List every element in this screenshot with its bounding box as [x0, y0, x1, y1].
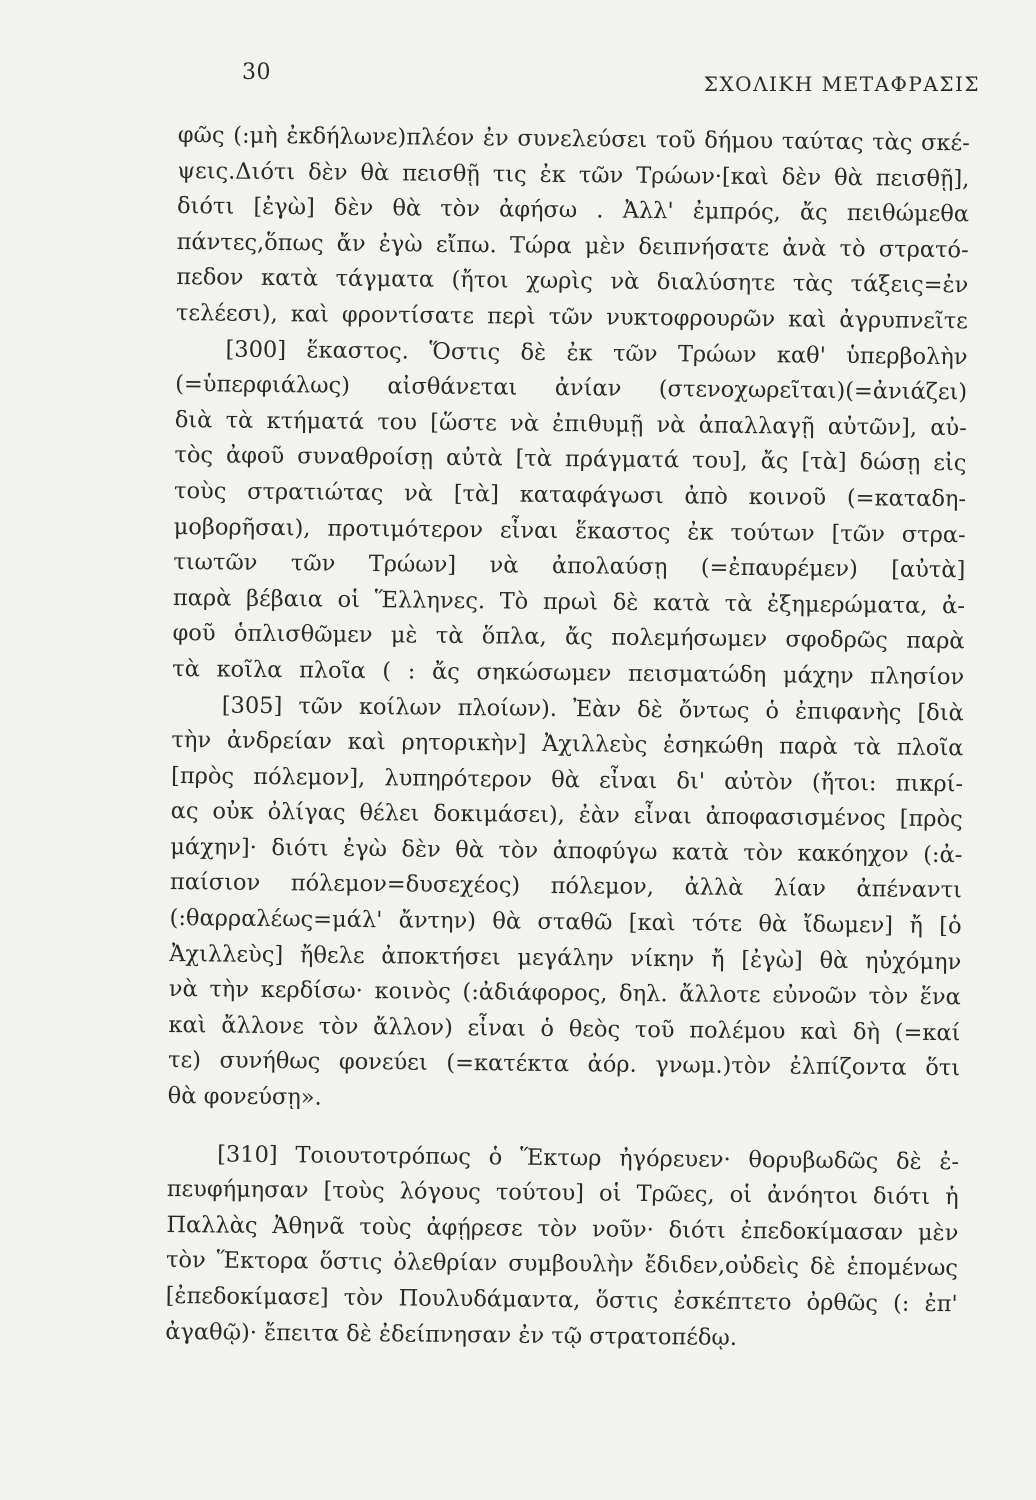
text-line: [300] ἕκαστος. Ὅστις δὲ ἐκ τῶν Τρώων καθ' ὑπερβολὴν — [225, 336, 968, 370]
text-line: [πρὸς πόλεμον], λυπηρότερον θὰ εἶναι δι' αὐτὸν (ἤτοι: πικρί- — [170, 762, 964, 797]
text-line: τὸν Ἕκτορα ὅστις ὀλεθρίαν συμβουλὴν ἔδιδεν,οὐδεὶς δὲ ἑπομένως — [165, 1247, 959, 1282]
text-line: [305] τῶν κοίλων πλοίων). Ἐὰν δὲ ὄντως ὁ ἐπιφανὴς [διὰ — [221, 691, 964, 726]
text-line: ἀγαθῷ)· ἔπειτα δὲ ἐδείπνησαν ἐν τῷ στρατοπέδῳ. — [165, 1318, 738, 1351]
text-line: φῶς (:μὴ ἐκδήλωνε)πλέον ἐν συνελεύσει τοῦ δήμου ταύτας τὰς σκέ- — [177, 121, 970, 157]
text-line: Παλλὰς Ἀθηνᾶ τοὺς ἀφῄρεσε τὸν νοῦν· διότι ἐπεδοκίμασαν μὲν — [166, 1211, 959, 1247]
paragraph-2 — [165, 1137, 959, 1359]
text-line: νὰ τὴν κερδίσω· κοινὸς (:ἀδιάφορος, δηλ. ἄλλοτε εὐνοῶν τὸν ἕνα — [168, 976, 961, 1011]
text-line: θὰ φονεύσῃ». — [167, 1082, 322, 1111]
text-line: [ἐπεδοκίμασε] τὸν Πουλυδάμαντα, ὅστις ἐσκέπτετο ὀρθῶς (: ἐπ' — [165, 1282, 958, 1318]
text-line: τὸς ἀφοῦ συναθροίσῃ αὐτὰ [τὰ πράγματά του], ἄς [τὰ] δώσῃ εἰς — [174, 442, 967, 477]
text-line: παρὰ βέβαια οἱ Ἕλληνες. Τὸ πρωὶ δὲ κατὰ τὰ ἐξημερώματα, ἀ- — [172, 584, 966, 619]
text-line: Ἀχιλλεὺς] ἤθελε ἀποκτήσει μεγάλην νίκην ἤ [ἐγὼ] θὰ ηὐχόμην — [169, 940, 962, 975]
text-line: διὰ τὰ κτήματά του [ὥστε νὰ ἐπιθυμῇ νὰ ἀπαλλαγῇ αὐτῶν], αὐ- — [174, 406, 967, 442]
text-line: ψεις.Διότι δὲν θὰ πεισθῇ τις ἐκ τῶν Τρώων·[καὶ δὲν θὰ πεισθῇ], — [177, 157, 970, 192]
text-line: [310] Τοιουτοτρόπως ὁ Ἕκτωρ ἠγόρευεν· θορυβωδῶς δὲ ἐ- — [217, 1141, 960, 1175]
text-line: τὰ κοῖλα πλοῖα ( : ἄς σηκώσωμεν πεισματώδη μάχην πλησίον — [172, 655, 965, 691]
text-line: (:θαρραλέως=μάλ' ἄντην) θὰ σταθῶ [καὶ τότε θὰ ἴδωμεν] ἤ [ὁ — [169, 905, 962, 940]
paragraph-1 — [168, 118, 970, 1123]
text-line: πάντες,ὅπως ἄν ἐγὼ εἴπω. Τώρα μὲν δειπνήσατε ἀνὰ τὸ στρατό- — [176, 228, 969, 264]
text-line: (=ὑπερφιάλως) αἰσθάνεται ἀνίαν (στενοχωρεῖται)(=ἀνιάζει) — [175, 371, 968, 406]
body-text — [165, 118, 970, 1358]
text-line: πεδον κατὰ τάγματα (ἤτοι χωρὶς νὰ διαλύσητε τὰς τάξεις=ἐν — [176, 264, 969, 299]
text-line: μοβορῆσαι), προτιμότερον εἶναι ἕκαστος ἐκ τούτων [τῶν στρα- — [173, 513, 966, 548]
text-line: τε) συνήθως φονεύει (=κατέκτα ἀόρ. γνωμ.)τὸν ἐλπίζοντα ὅτι — [167, 1047, 961, 1082]
text-line: ας οὐκ ὀλίγας θέλει δοκιμάσει), ἐὰν εἶναι ἀποφασισμένος [πρὸς — [170, 798, 963, 833]
running-title: ΣΧΟΛΙΚΗ ΜΕΤΑΦΡΑΣΙΣ — [703, 72, 980, 96]
text-line: φοῦ ὁπλισθῶμεν μὲ τὰ ὅπλα, ἄς πολεμήσωμεν σφοδρῶς παρὰ — [172, 620, 965, 655]
text-line: καὶ ἄλλονε τὸν ἄλλον) εἶναι ὁ θεὸς τοῦ πολέμου καὶ δὴ (=καί — [168, 1011, 961, 1047]
text-line: διότι [ἐγὼ] δὲν θὰ τὸν ἀφήσω . Ἀλλ' ἐμπρός, ἄς πειθώμεθα — [176, 193, 970, 228]
text-line: τελέεσι), καὶ φροντίσατε περὶ τῶν νυκτοφρουρῶν καὶ ἀγρυπνεῖτε — [175, 299, 969, 335]
page-number: 30 — [242, 60, 271, 85]
text-line: τὴν ἀνδρείαν καὶ ρητορικὴν] Ἀχιλλεὺς ἐσηκώθη παρὰ τὰ πλοῖα — [171, 727, 964, 762]
text-line: μάχην]· διότι ἐγὼ δὲν θὰ τὸν ἀποφύγω κατὰ τὸν κακόηχον (:ἀ- — [170, 833, 963, 869]
text-line: τιωτῶν τῶν Τρώων] νὰ ἀπολαύσῃ (=ἐπαυρέμεν) [αὐτὰ] — [173, 549, 966, 584]
text-line: πευφήμησαν [τοὺς λόγους τούτου] οἱ Τρῶες, οἱ ἀνόητοι διότι ἡ — [166, 1176, 959, 1211]
text-line: παίσιον πόλεμον=δυσεχέος) πόλεμον, ἀλλὰ λίαν ἀπέναντι — [169, 869, 963, 904]
text-line: τοὺς στρατιώτας νὰ [τὰ] καταφάγωσι ἀπὸ κοινοῦ (=καταδη- — [173, 477, 967, 513]
